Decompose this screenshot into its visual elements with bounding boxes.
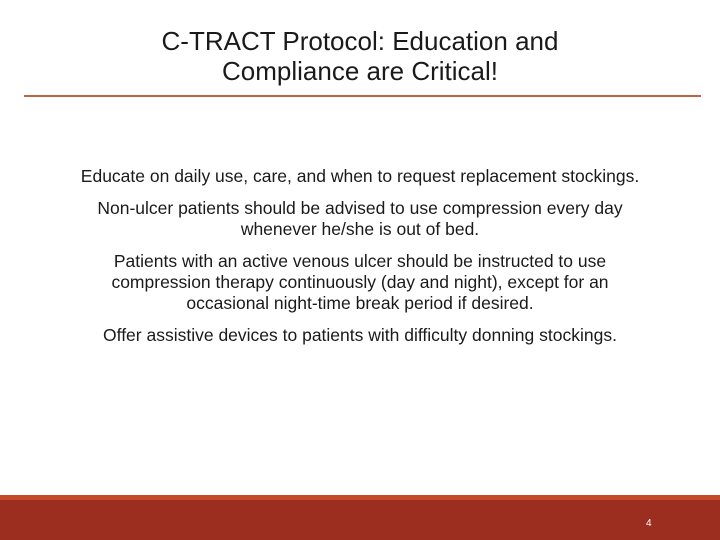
footer-bar: [0, 500, 720, 540]
bullet-item: Non-ulcer patients should be advised to use compression every day whenever he/she is out of bed.: [97, 198, 623, 239]
page-number: 4: [646, 518, 652, 529]
bullet-item: Educate on daily use, care, and when to request replacement stockings.: [80, 166, 640, 186]
slide-title-line-1: C-TRACT Protocol: Education and: [161, 26, 559, 56]
slide-title-line-2: Compliance are Critical!: [222, 56, 498, 86]
bullet-list: [80, 166, 640, 357]
bullet-item: Patients with an active venous ulcer should be instructed to use compression therapy continuously (day and night), except for an occasional night-time break period if desired.: [111, 251, 609, 313]
title-divider: [24, 95, 701, 97]
bullet-item: Offer assistive devices to patients with difficulty donning stockings.: [103, 325, 617, 345]
slide-title: [40, 26, 680, 86]
